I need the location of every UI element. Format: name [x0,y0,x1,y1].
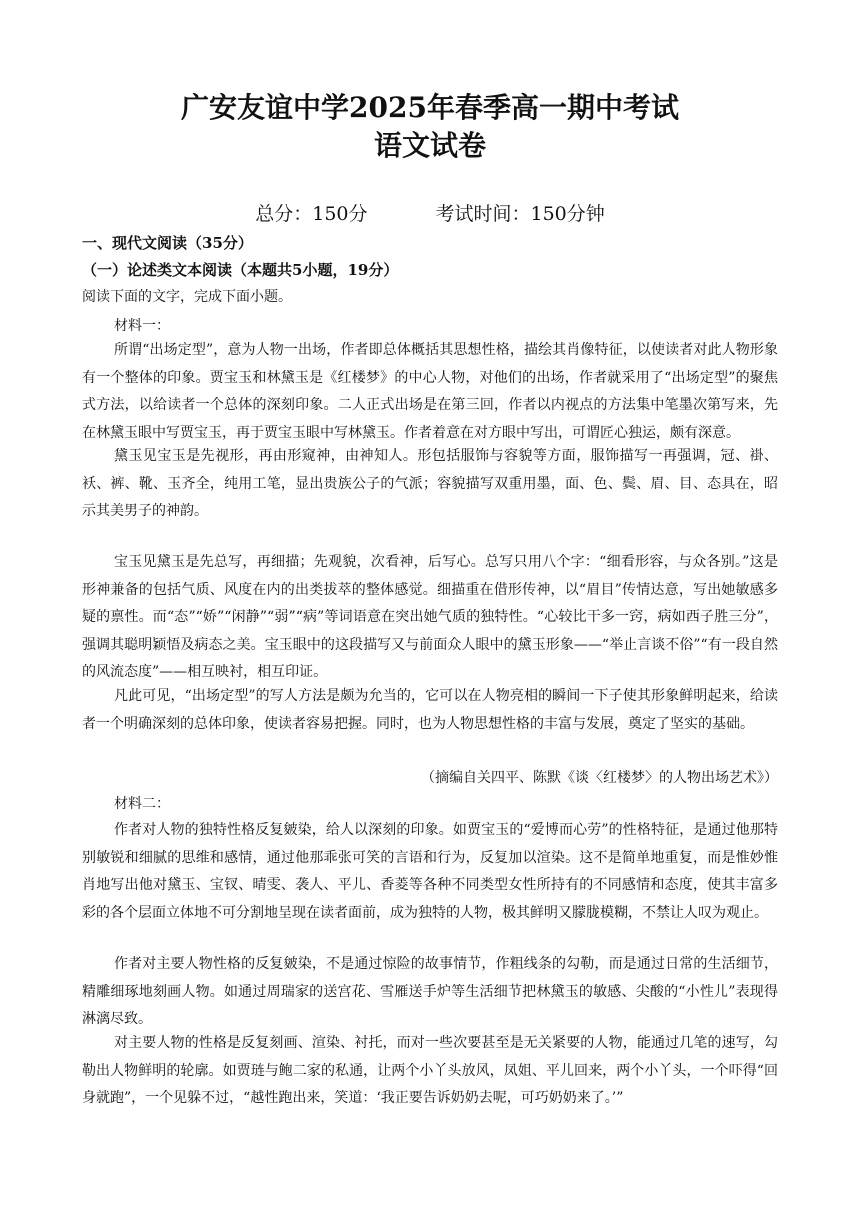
section-heading: 一、现代文阅读（35分） [82,234,253,252]
exam-meta [0,199,860,226]
material-two-paragraph-3: 对主要人物的性格是反复刻画、渲染、衬托，而对一些次要甚至是无关紧要的人物，能通过几笔的速写，勾勒出人物鲜明的轮廓。如贾琏与鲍二家的私通，让两个小丫头放风，凤姐、平儿回来，两个小丫头，一个吓得“回身就跑”，一个见躲不过，“越性跑出来，笑道：‘我正要告诉奶奶去呢，可巧奶奶来了。’” [82,1035,778,1106]
exam-title: 广安友谊中学2025年春季高一期中考试 [181,91,679,124]
material-one-paragraph-1: 所谓“出场定型”，意为人物一出场，作者即总体概括其思想性格，描绘其肖像特征，以使读者对此人物形象有一个整体的印象。贾宝玉和林黛玉是《红楼梦》的中心人物，对他们的出场，作者就采用了“出场定型”的聚焦式方法，以给读者一个总体的深刻印象。二人正式出场是在第三回，作者以内视点的方法集中笔墨次第写来，先在林黛玉眼中写贾宝玉，再于贾宝玉眼中写林黛玉。作者着意在对方眼中写出，可谓匠心独运，颇有深意。 [82,342,778,441]
material-two-paragraph-1: 作者对人物的独特性格反复皴染，给人以深刻的印象。如贾宝玉的“爱博而心劳”的性格特征，是通过他那特别敏锐和细腻的思维和感情，通过他那乖张可笑的言语和行为，反复加以渲染。这不是简单地重复，而是惟妙惟肖地写出他对黛玉、宝钗、晴雯、袭人、平儿、香菱等各种不同类型女性所持有的不同感情和态度，使其丰富多彩的各个层面立体地不可分割地呈现在读者面前，成为独特的人物，极其鲜明又朦胧模糊，不禁让人叹为观止。 [82,822,778,921]
material-one-paragraph-2: 黛玉见宝玉是先视形，再由形窥神，由神知人。形包括服饰与容貌等方面，服饰描写一再强调，冠、褂、袄、裤、靴、玉齐全，纯用工笔，显出贵族公子的气派；容貌描写双重用墨，面、色、鬓、眉、目、态具在，昭示其美男子的神韵。 [82,448,778,519]
material-one-paragraph-4: 凡此可见，“出场定型”的写人方法是颇为允当的，它可以在人物亮相的瞬间一下子使其形象鲜明起来，给读者一个明确深刻的总体印象，使读者容易把握。同时，也为人物思想性格的丰富与发展，奠定了坚实的基础。 [82,688,778,732]
material-one-source: （摘编自关四平、陈默《谈〈红楼梦〉的人物出场艺术》） [421,770,778,786]
total-score: 总分：150分 [255,203,368,225]
subsection-heading: （一）论述类文本阅读（本题共5小题，19分） [82,261,399,279]
material-one-label: 材料一： [114,318,170,334]
material-two-paragraph-2: 作者对主要人物性格的反复皴染，不是通过惊险的故事情节，作粗线条的勾勒，而是通过日常的生活细节，精雕细琢地刻画人物。如通过周瑞家的送宫花、雪雁送手炉等生活细节把林黛玉的敏感、尖酸的“小性儿”表现得淋漓尽致。 [82,956,778,1027]
exam-subject-title: 语文试卷 [373,129,486,162]
material-one-paragraph-3: 宝玉见黛玉是先总写，再细描；先观貌，次看神，后写心。总写只用八个字：“细看形容，与众各别。”这是形神兼备的包括气质、风度在内的出类拔萃的整体感觉。细描重在借形传神，以“眉目”传情达意，写出她敏感多疑的禀性。而“态”“娇”“闲静”“弱”“病”等词语意在突出她气质的独特性。“心较比干多一窍，病如西子胜三分”，强调其聪明颖悟及病态之美。宝玉眼中的这段描写又与前面众人眼中的黛玉形象——“举止言谈不俗”“有一段自然的风流态度”——相互映衬，相互印证。 [82,554,778,680]
exam-time: 考试时间：150分钟 [435,203,605,225]
reading-instruction: 阅读下面的文字，完成下面小题。 [82,289,292,305]
material-two-label: 材料二： [114,796,170,812]
